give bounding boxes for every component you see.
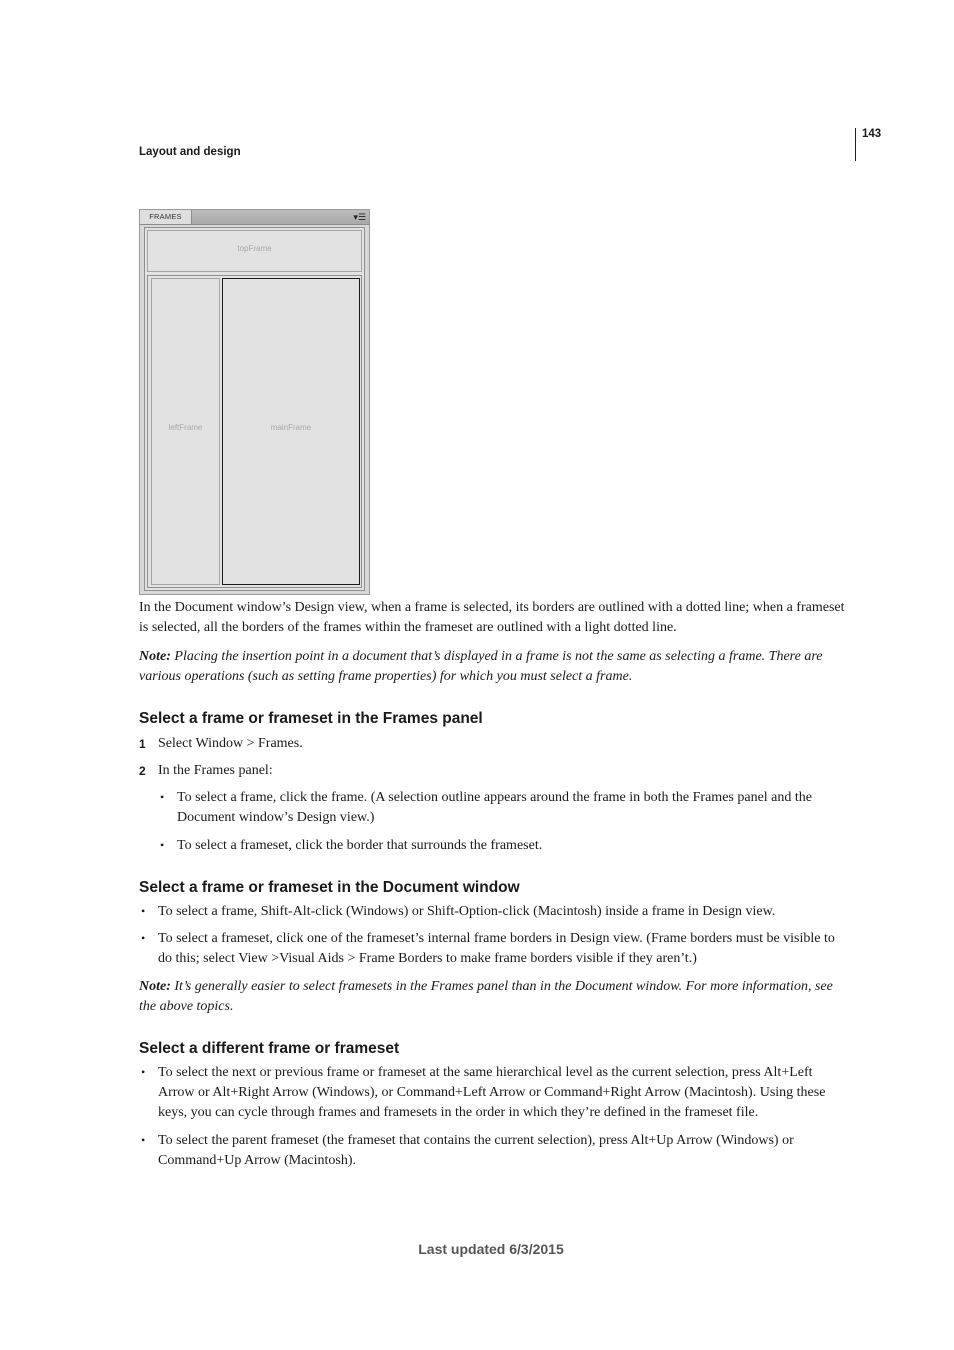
list-item: To select a frameset, click the border that surrounds the frameset. bbox=[177, 838, 543, 853]
bullet-marker: • bbox=[141, 1065, 146, 1079]
note-text: It’s generally easier to select framesets in the Frames panel than in the Document window. For more information, see the above topics. bbox=[139, 979, 833, 1014]
step-text: Select Window > Frames. bbox=[158, 736, 303, 751]
bullet-marker: • bbox=[160, 838, 165, 852]
note-text: Placing the insertion point in a document that’s displayed in a frame is not the same as selecting a frame. There are various operations (such as setting frame properties) for which you must select a frame. bbox=[139, 649, 823, 684]
left-frame bbox=[151, 278, 220, 585]
step-text: In the Frames panel: bbox=[158, 763, 273, 778]
main-frame-label: mainFrame bbox=[270, 423, 312, 432]
section-heading-document-window: Select a frame or frameset in the Document window bbox=[139, 879, 520, 896]
last-updated-footer: Last updated 6/3/2015 bbox=[418, 1241, 564, 1257]
list-item: To select a frame, click the frame. (A selection outline appears around the frame in both the Frames panel and the Document window’s Design view.) bbox=[177, 790, 812, 825]
bullet-marker: • bbox=[141, 931, 146, 945]
page-number: 143 bbox=[862, 128, 882, 140]
note-label: Note: bbox=[139, 649, 171, 664]
intro-note bbox=[139, 647, 851, 687]
note-label: Note: bbox=[139, 979, 171, 994]
intro-paragraph: In the Document window’s Design view, when a frame is selected, its borders are outlined with a dotted line; when a frameset is selected, all the borders of the frames within the frameset are outlined with a light dotted line. bbox=[139, 600, 845, 635]
step-number: 2 bbox=[139, 764, 146, 778]
bullet-marker: • bbox=[141, 1133, 146, 1147]
section-heading-frames-panel: Select a frame or frameset in the Frames panel bbox=[139, 710, 483, 727]
bullet-marker: • bbox=[141, 904, 146, 918]
panel-title-bar bbox=[140, 210, 369, 225]
nested-frameset bbox=[147, 275, 362, 588]
section-heading-different-frame: Select a different frame or frameset bbox=[139, 1040, 400, 1057]
running-header-section: Layout and design bbox=[139, 146, 241, 158]
header-rule bbox=[855, 128, 856, 161]
list-item: To select a frameset, click one of the frameset’s internal frame borders in Design view. (Frame borders must be visible to do this; select View >Visual Aids > Frame Borders to make frame borders visible if they aren’t.) bbox=[158, 931, 835, 966]
list-item: To select the parent frameset (the frameset that contains the current selection), press Alt+Up Arrow (Windows) or Command+Up Arrow (Macintosh). bbox=[158, 1133, 794, 1168]
top-frame-label: topFrame bbox=[237, 244, 272, 253]
bullet-marker: • bbox=[160, 790, 165, 804]
frames-panel-figure bbox=[139, 209, 370, 595]
main-frame-selected bbox=[222, 278, 360, 585]
step-number: 1 bbox=[139, 737, 146, 751]
list-item: To select the next or previous frame or frameset at the same hierarchical level as the current selection, press Alt+Left Arrow or Alt+Right Arrow (Windows), or Command+Left Arrow or Command+Right Arrow (Macintosh). Using these keys, you can cycle through frames and framesets in the order in which they’re defined in the frameset file. bbox=[158, 1065, 826, 1120]
top-frame bbox=[147, 230, 362, 272]
left-frame-label: leftFrame bbox=[168, 423, 203, 432]
list-item: To select a frame, Shift-Alt-click (Windows) or Shift-Option-click (Macintosh) inside a frame in Design view. bbox=[158, 904, 776, 919]
outer-frameset bbox=[144, 227, 365, 591]
section2-note bbox=[139, 977, 851, 1017]
panel-menu-icon: ▾☰ bbox=[353, 212, 366, 222]
frames-panel-tab: FRAMES bbox=[140, 210, 192, 224]
